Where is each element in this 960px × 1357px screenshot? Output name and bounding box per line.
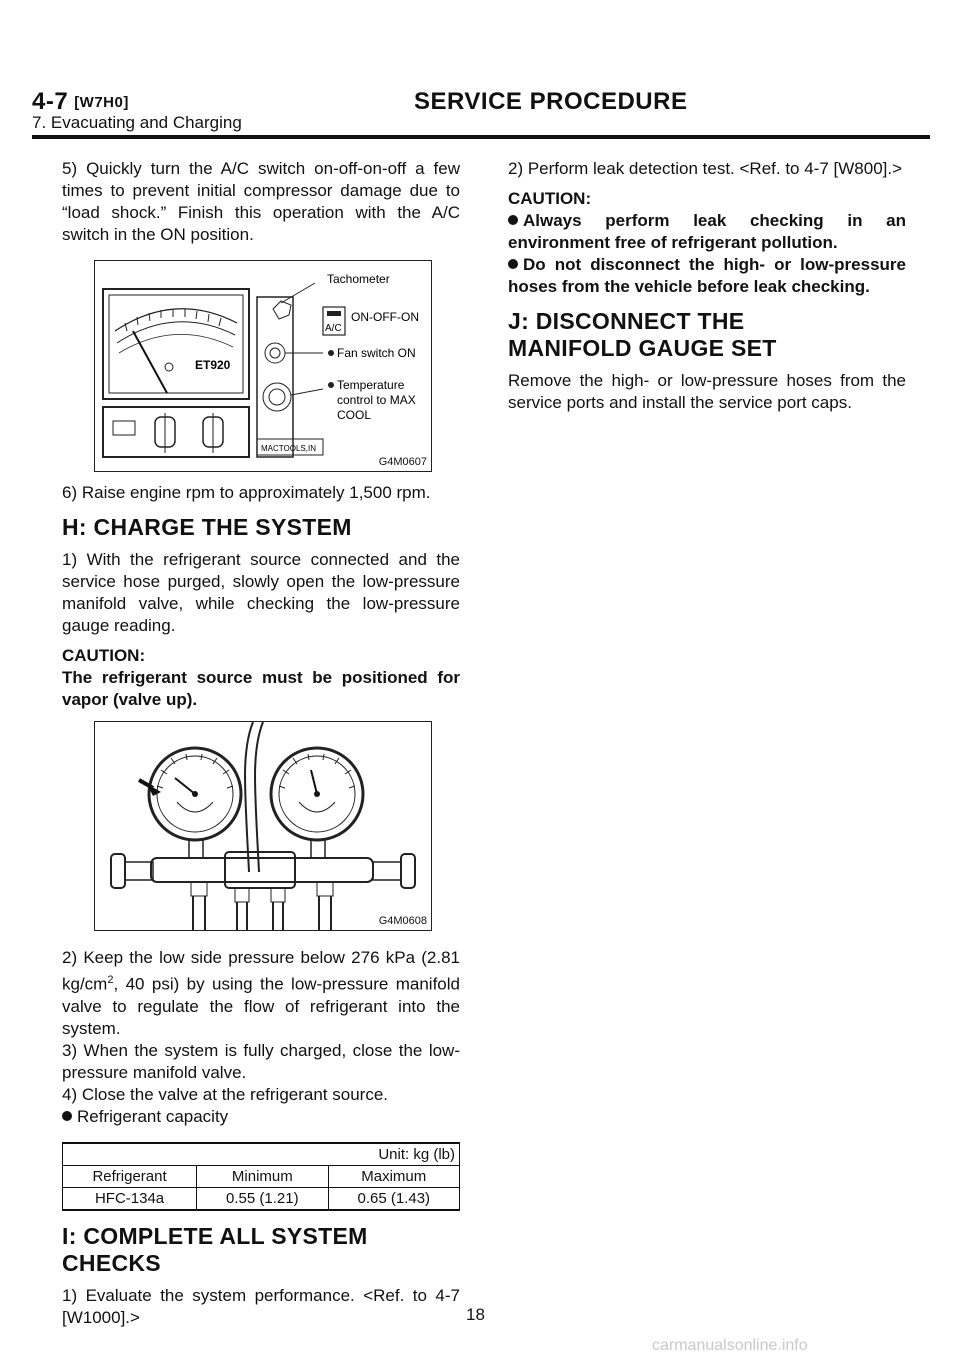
caution-item-1: Always perform leak checking in an environment free of refrigerant pollution. (508, 211, 906, 252)
page-title: SERVICE PROCEDURE (414, 88, 688, 115)
refrigerant-capacity-table (62, 1142, 460, 1211)
j-text: Remove the high- or low-pressure hoses from the service ports and install the service port caps. (508, 371, 906, 412)
h-step-1-text: 1) With the refrigerant source connected and the service hose purged, slowly open the low-pressure manifold valve, while checking the low-pressure gauge reading. (62, 550, 460, 635)
temperature-label-1: Temperature (337, 378, 405, 392)
step-5-text: 5) Quickly turn the A/C switch on-off-on-off a few times to prevent initial compressor damage due to “load shock.” Finish this operation with the A/C switch in the ON position. (62, 159, 460, 244)
figure-2-code: G4M0608 (378, 915, 427, 927)
ac-panel-illustration (95, 261, 431, 471)
section-code: 4-7 [W7H0] (32, 88, 129, 115)
right-column (508, 158, 906, 422)
tachometer-label: Tachometer (327, 272, 390, 286)
table-header-row: Refrigerant Minimum Maximum (63, 1165, 460, 1187)
temperature-label-3: COOL (337, 408, 372, 422)
section-ref: [W7H0] (74, 94, 129, 111)
figure-manifold-gauge (94, 721, 432, 931)
left-column (62, 158, 460, 1337)
header-rule (32, 135, 930, 139)
table-row: HFC-134a 0.55 (1.21) 0.65 (1.43) (63, 1187, 460, 1210)
right-caution-label: CAUTION: (508, 189, 592, 208)
page-number: 18 (466, 1305, 485, 1324)
bullet-icon (508, 259, 518, 269)
bullet-icon (62, 1111, 72, 1121)
on-off-on-label: ON-OFF-ON (351, 310, 419, 324)
h-step-4-text: 4) Close the valve at the refrigerant source. (62, 1084, 388, 1104)
section-i-heading: I: COMPLETE ALL SYSTEM CHECKS (62, 1222, 368, 1276)
caution-label: CAUTION: (62, 646, 146, 665)
ac-button-label: A/C (325, 323, 342, 334)
caution-text: The refrigerant source must be positioned for vapor (valve up). (62, 668, 460, 709)
fan-switch-label: Fan switch ON (337, 346, 416, 360)
brand-label: MACTOOLS,IN (261, 444, 316, 453)
table-unit: Unit: kg (lb) (63, 1143, 460, 1166)
h-step-2-text: 2) Keep the low side pressure below 276 kPa (2.81 $kg/cm^2$, 40 psi) by using the low-pressure manifold valve to regulate the flow of refrigerant into the system. (62, 948, 460, 1038)
i-step-1-text: 1) Evaluate the system performance. <Ref. to 4-7 [W1000].> (62, 1285, 460, 1327)
meter-model-label: ET920 (195, 358, 231, 372)
figure-ac-panel (94, 260, 432, 472)
temperature-label-2: control to MAX (337, 393, 416, 407)
watermark: carmanualsonline.info (652, 1337, 808, 1354)
page-subtitle: 7. Evacuating and Charging (32, 113, 242, 132)
refrigerant-capacity-label: Refrigerant capacity (62, 1106, 460, 1128)
caution-item-2: Do not disconnect the high- or low-pressure hoses from the vehicle before leak checking. (508, 255, 906, 296)
figure-1-code: G4M0607 (378, 456, 427, 468)
i-step-2-text: 2) Perform leak detection test. <Ref. to 4-7 [W800].> (508, 159, 903, 178)
manifold-gauge-illustration (95, 722, 431, 930)
h-step-3-text: 3) When the system is fully charged, close the low- pressure manifold valve. (62, 1040, 460, 1082)
step-6-text: 6) Raise engine rpm to approximately 1,500 rpm. (62, 483, 431, 502)
section-h-heading: H: CHARGE THE SYSTEM (62, 514, 352, 540)
bullet-icon (508, 215, 518, 225)
section-j-heading: J: DISCONNECT THE MANIFOLD GAUGE SET (508, 308, 777, 361)
